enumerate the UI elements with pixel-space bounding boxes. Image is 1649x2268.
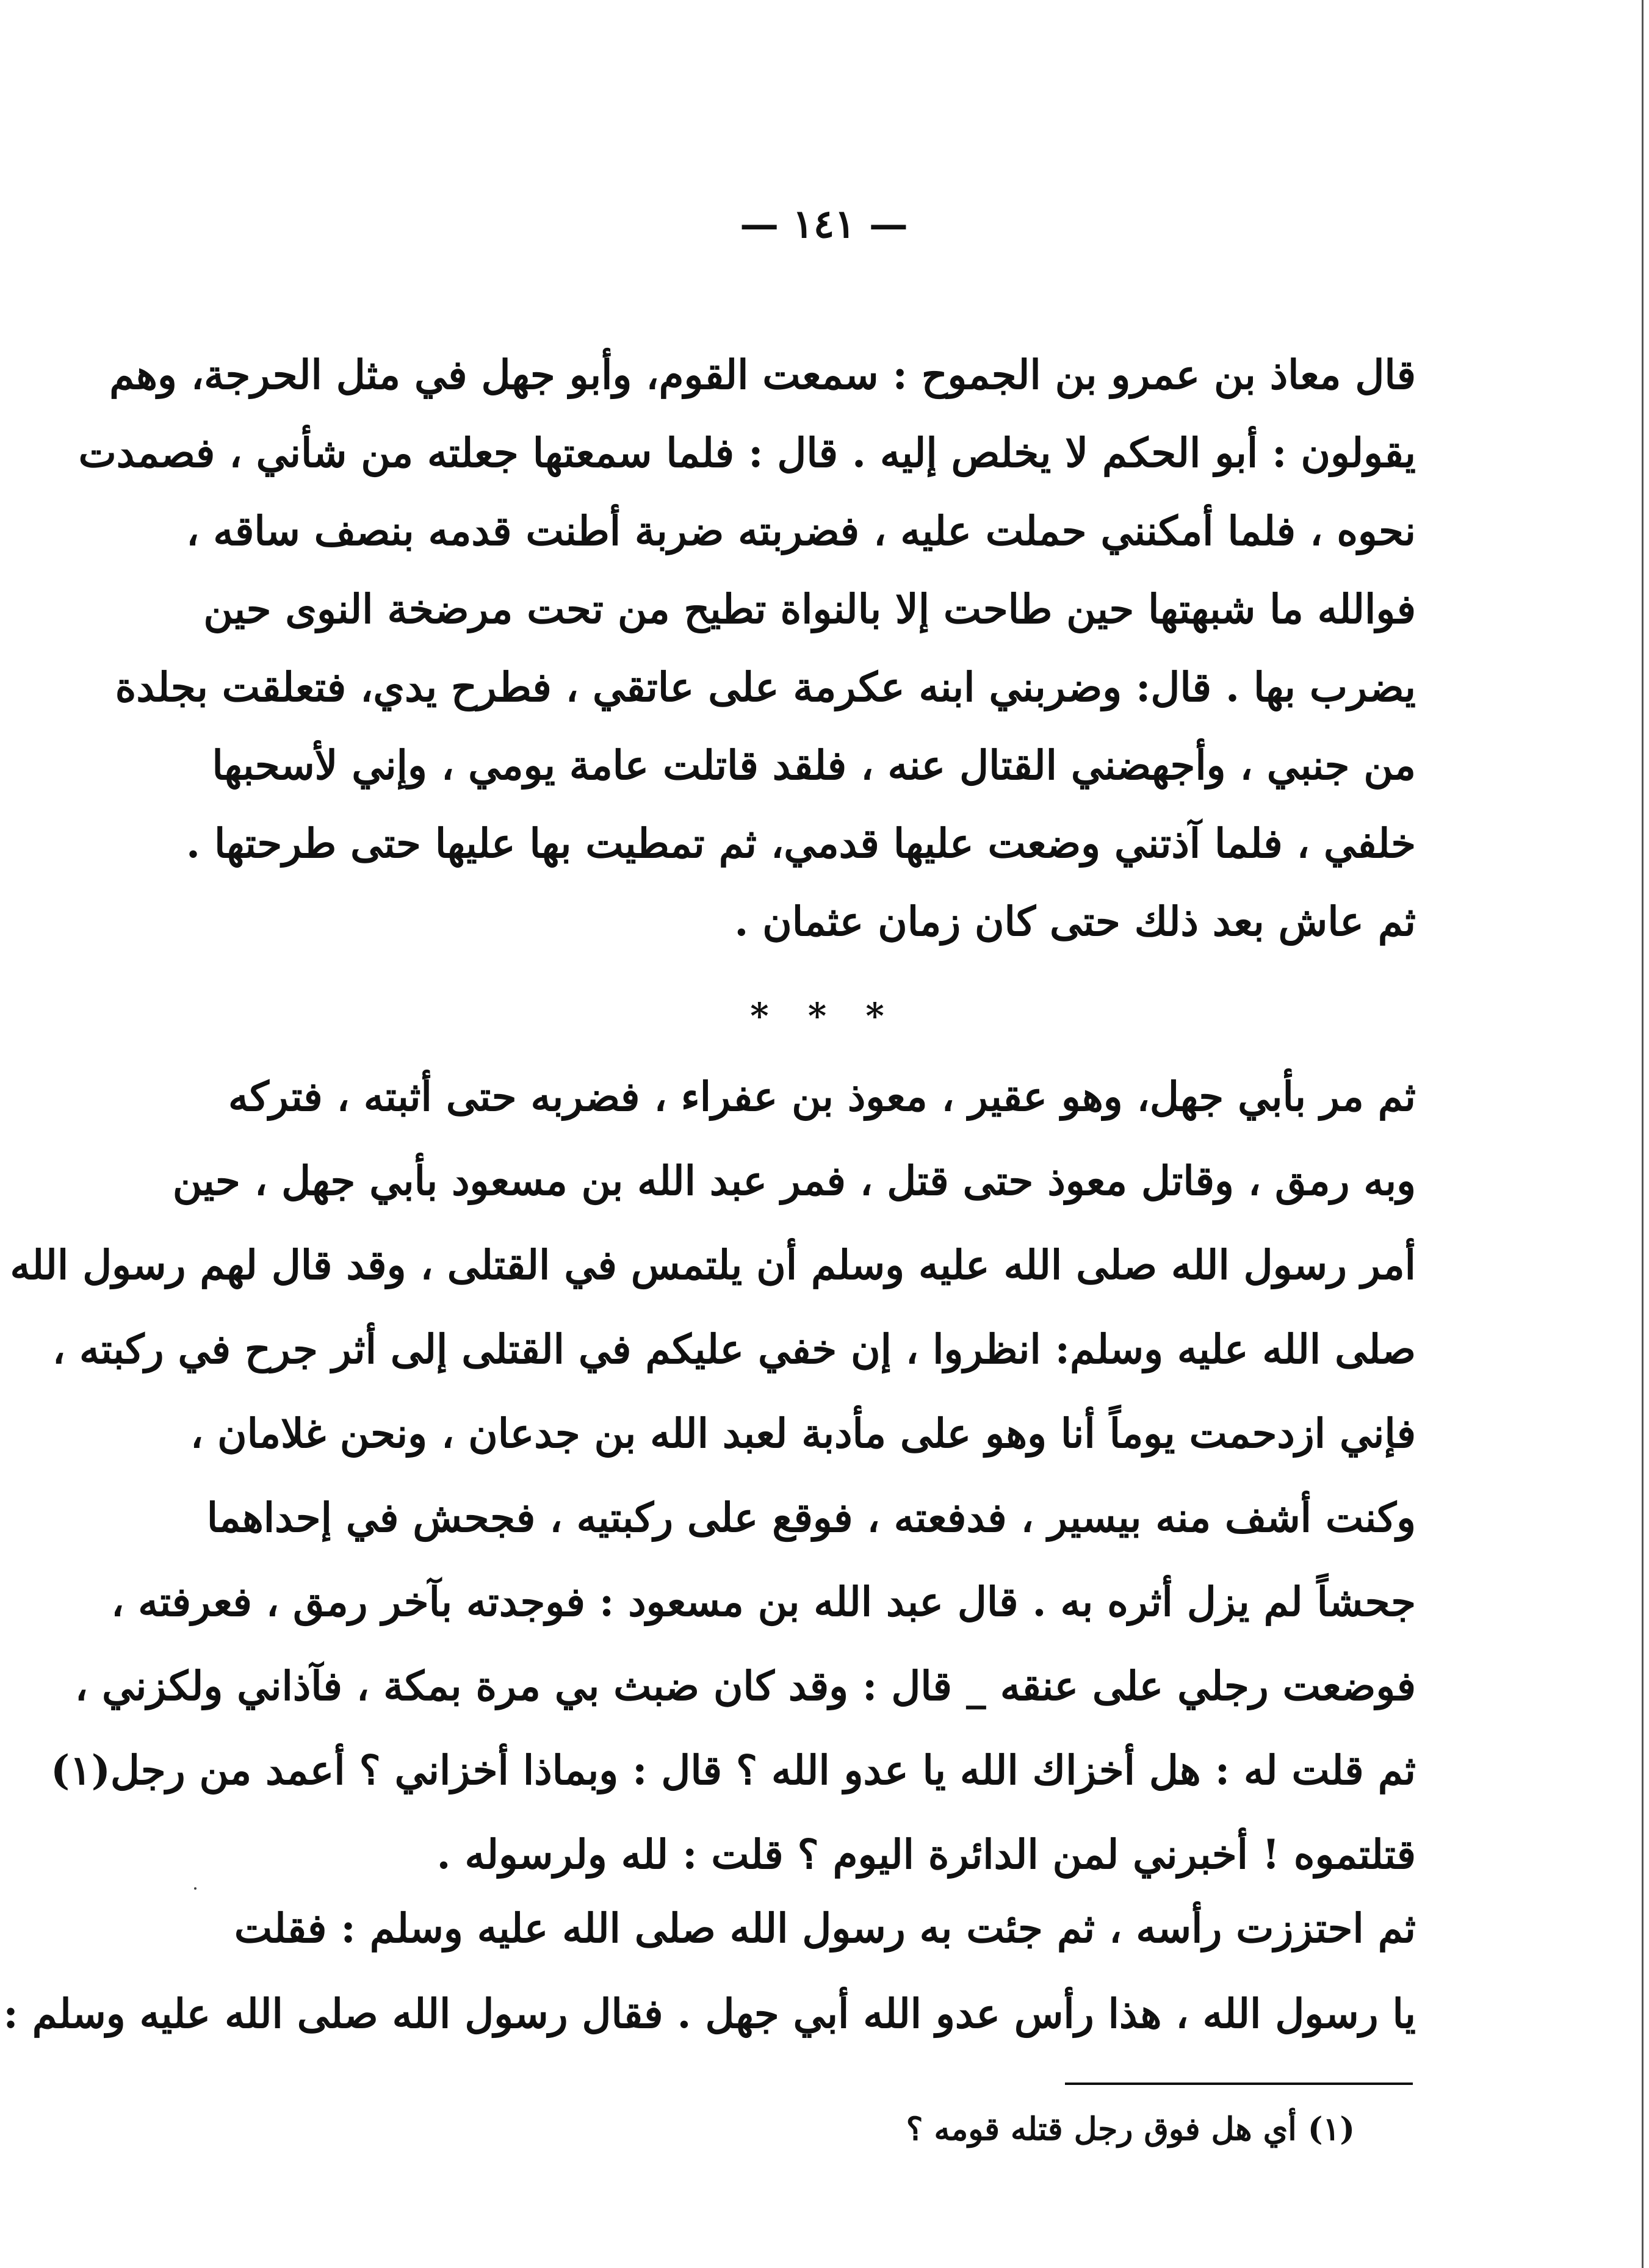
text-line: ثم احتززت رأسه ، ثم جئت به رسول الله صلى الله عليه وسلم : فقلت [234,1904,1416,1952]
text-line: صلى الله عليه وسلم: انظروا ، إن خفي عليكم في القتلى إلى أثر جرح في ركبته ، [52,1325,1416,1373]
text-line: يا رسول الله ، هذا رأس عدو الله أبي جهل . فقال رسول الله صلى الله عليه وسلم : [3,1990,1416,2037]
footnote: (١) أي هل فوق رجل قتله قومه ؟ [906,2111,1355,2148]
footnote-separator [1065,2083,1413,2085]
scan-speck [194,1887,197,1890]
text-line: فوالله ما شبهتها حين طاحت إلا بالنواة تطيح من تحت مرضخة النوى حين [203,585,1416,633]
text-line: من جنبي ، وأجهضني القتال عنه ، فلقد قاتلت عامة يومي ، وإني لأسحبها [212,741,1416,789]
text-line: أمر رسول الله صلى الله عليه وسلم أن يلتمس في القتلى ، وقد قال لهم رسول الله [10,1241,1416,1289]
text-line: ثم مر بأبي جهل، وهو عقير ، معوذ بن عفراء ، فضربه حتى أثبته ، فتركه [228,1073,1416,1120]
section-divider-ornament: * * * [750,995,898,1037]
scan-edge-line [1642,0,1644,2268]
paragraph-head-brought [3,1885,1416,2056]
text-line: فإني ازدحمت يوماً أنا وهو على مأدبة لعبد الله بن جدعان ، ونحن غلامان ، [190,1409,1416,1457]
text-line: ثم عاش بعد ذلك حتى كان زمان عثمان . [734,898,1416,945]
page-number: — ١٤١ — [740,201,908,247]
text-line: يضرب بها . قال: وضربني ابنه عكرمة على عاتقي ، فطرح يدي، فتعلقت بجلدة [115,663,1416,711]
text-line: نحوه ، فلما أمكنني حملت عليه ، فضربته ضربة أطنت قدمه بنصف ساقه ، [186,507,1416,555]
text-line: قال معاذ بن عمرو بن الجموح : سمعت القوم، وأبو جهل في مثل الحرجة، وهم [109,351,1416,398]
text-line: فوضعت رجلي على عنقه _ قال : وقد كان ضبث بي مرة بمكة ، فآذاني ولكزني ، [74,1662,1416,1710]
text-line: يقولون : أبو الحكم لا يخلص إليه . قال : فلما سمعتها جعلته من شأني ، فصمدت [78,429,1416,477]
text-line: خلفي ، فلما آذتني وضعت عليها قدمي، ثم تمطيت بها عليها حتى طرحتها . [186,819,1416,867]
paragraph-muadh-account [78,336,1416,960]
text-line: ثم قلت له : هل أخزاك الله يا عدو الله ؟ قال : وبماذا أخزاني ؟ أعمد من رجل(١) [51,1746,1416,1794]
text-line: وبه رمق ، وقاتل معوذ حتى قتل ، فمر عبد الله بن مسعود بأبي جهل ، حين [172,1157,1416,1204]
text-line: جحشاً لم يزل أثره به . قال عبد الله بن مسعود : فوجدته بآخر رمق ، فعرفته ، [110,1578,1416,1625]
paragraph-abu-jahl-death [10,1054,1416,1896]
text-line: وكنت أشف منه بيسير ، فدفعته ، فوقع على ركبتيه ، فجحش في إحداهما [206,1494,1416,1541]
text-line: قتلتموه ! أخبرني لمن الدائرة اليوم ؟ قلت : لله ولرسوله . [436,1831,1416,1878]
